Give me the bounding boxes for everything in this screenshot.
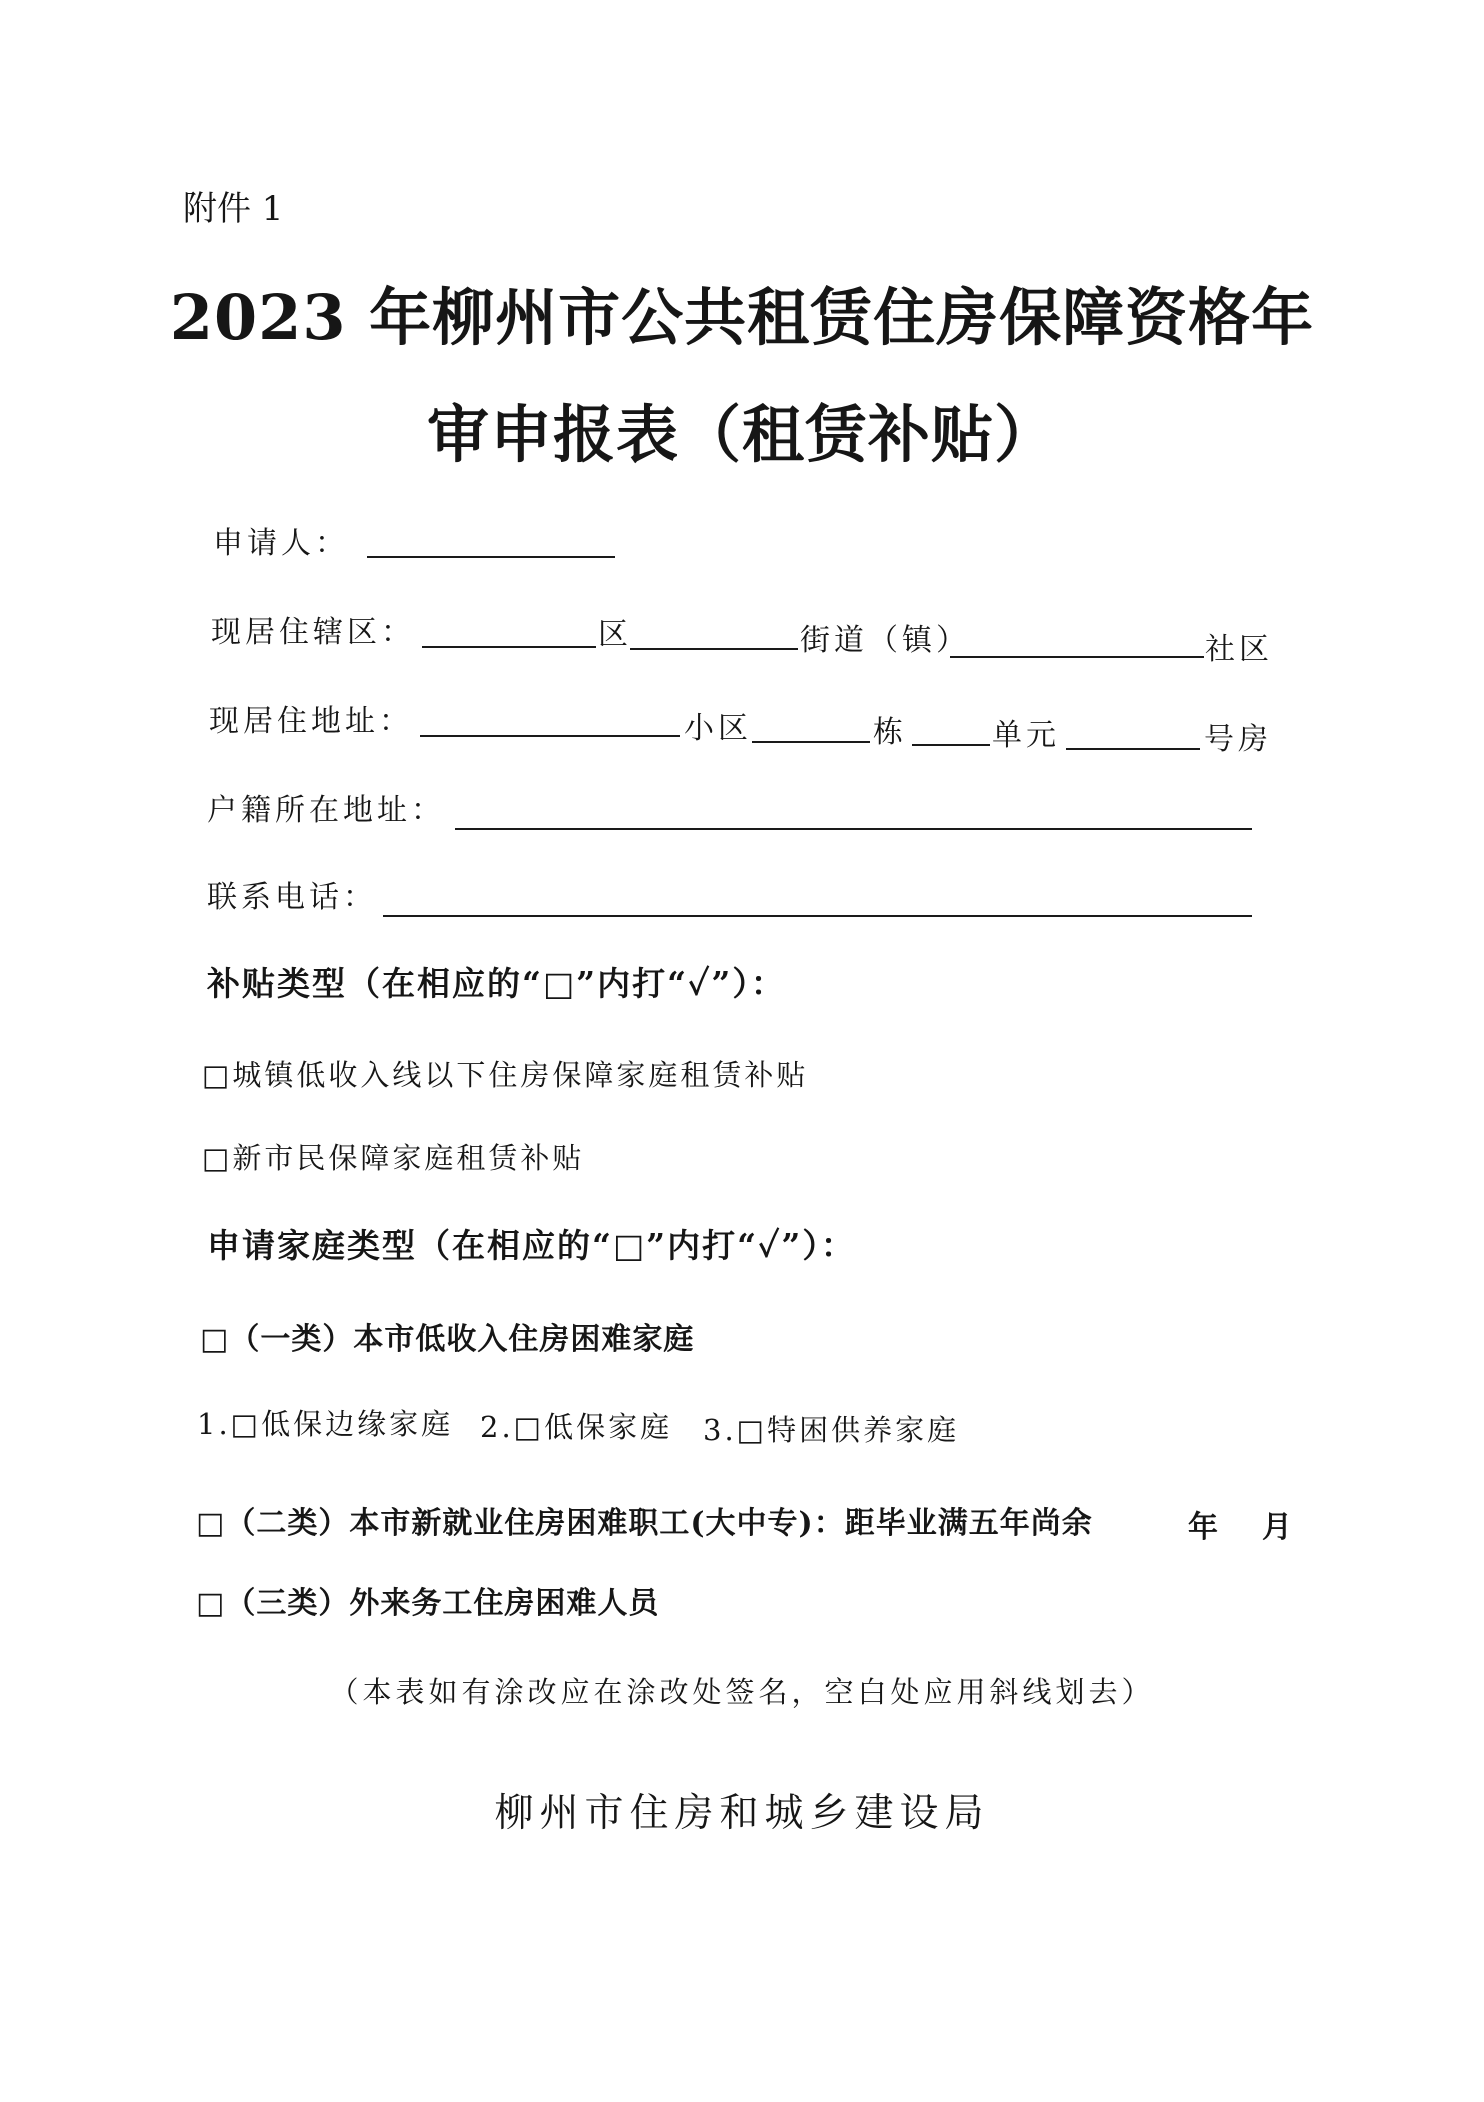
issuing-authority: 柳州市住房和城乡建设局 <box>494 1791 990 1836</box>
district-blank[interactable] <box>422 646 596 648</box>
address-label: 现居住地址： <box>209 704 413 739</box>
phone-label: 联系电话： <box>207 880 377 915</box>
community-blank[interactable] <box>950 656 1204 658</box>
unit-blank[interactable] <box>912 744 990 746</box>
family-class-2[interactable]: □（二类）本市新就业住房困难职工(大中专)：距毕业满五年尚余 <box>196 1506 1093 1541</box>
amendment-note: （本表如有涂改应在涂改处签名，空白处应用斜线划去） <box>329 1675 1155 1709</box>
room-blank[interactable] <box>1066 748 1200 750</box>
applicant-blank[interactable] <box>367 556 615 558</box>
subsidy-type-heading: 补贴类型（在相应的“□”内打“✓”）： <box>207 964 786 1003</box>
family-class-3[interactable]: □（三类）外来务工住房困难人员 <box>196 1586 660 1621</box>
building-suffix: 栋 <box>873 715 907 750</box>
phone-blank[interactable] <box>383 915 1252 917</box>
hukou-label: 户籍所在地址： <box>207 793 445 828</box>
family-class-1[interactable]: □（一类）本市低收入住房困难家庭 <box>200 1322 695 1357</box>
hukou-blank[interactable] <box>455 828 1252 830</box>
class-1-sub-option-marginal[interactable]: 1.□低保边缘家庭 <box>197 1407 454 1441</box>
subsidy-option-low-income[interactable]: □城镇低收入线以下住房保障家庭租赁补贴 <box>202 1058 809 1092</box>
class-1-sub-option-special-hardship[interactable]: 3.□特困供养家庭 <box>703 1413 960 1447</box>
street-suffix: 街道（镇） <box>800 623 970 658</box>
subsidy-option-new-citizen[interactable]: □新市民保障家庭租赁补贴 <box>202 1141 585 1175</box>
family-type-heading: 申请家庭类型（在相应的“□”内打“✓”）： <box>207 1226 856 1265</box>
applicant-label: 申请人： <box>213 526 349 561</box>
form-title-line-2: 审申报表（租赁补贴） <box>426 398 1057 471</box>
class-2-month-unit: 月 <box>1262 1510 1293 1545</box>
district-label: 现居住辖区： <box>211 615 415 650</box>
unit-suffix: 单元 <box>992 718 1060 753</box>
form-title-line-1: 2023 年柳州市公共租赁住房保障资格年 <box>169 281 1315 354</box>
complex-suffix: 小区 <box>684 711 752 746</box>
building-blank[interactable] <box>752 741 870 743</box>
street-blank[interactable] <box>630 648 798 650</box>
class-1-sub-option-subsistence[interactable]: 2.□低保家庭 <box>480 1410 673 1444</box>
district-suffix: 区 <box>598 617 632 652</box>
address-blank[interactable] <box>420 735 680 737</box>
class-2-year-unit: 年 <box>1188 1510 1219 1545</box>
room-suffix: 号房 <box>1204 722 1272 757</box>
community-suffix: 社区 <box>1205 632 1273 667</box>
attachment-label: 附件 1 <box>183 189 284 229</box>
